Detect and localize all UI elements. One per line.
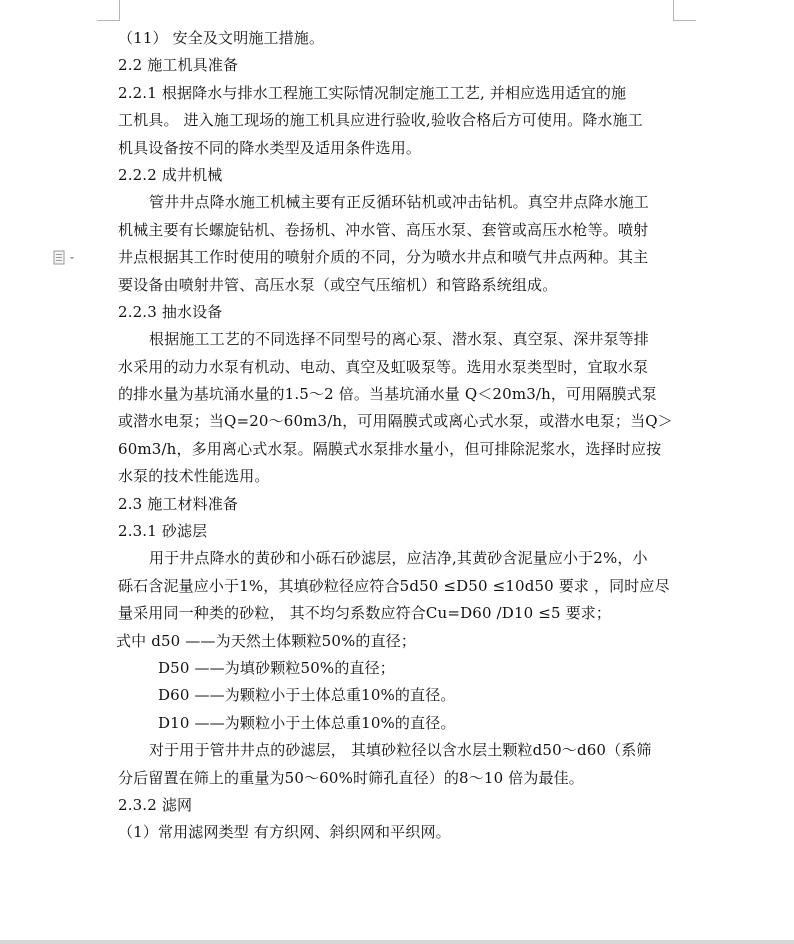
text-line: 式中 d50 ——为天然土体颗粒50%的直径； xyxy=(116,631,417,650)
text-line: 机具设备按不同的降水类型及适用条件选用。 xyxy=(118,138,422,157)
text-line: 2.3.1 砂滤层 xyxy=(118,522,208,541)
text-line: 2.3 施工材料准备 xyxy=(118,494,239,513)
text-line: 的排水量为基坑涌水量的1.5～2 倍。当基坑涌水量 Q＜20m3/h，可用隔膜式泵 xyxy=(118,385,657,404)
text-line: （11） 安全及文明施工措施。 xyxy=(118,29,325,47)
text-line: 机械主要有长螺旋钻机、卷扬机、冲水管、高压水泵、套管或高压水枪等。喷射 xyxy=(118,220,649,239)
text-line: 要设备由喷射井管、高压水泵（或空气压缩机）和管路系统组成。 xyxy=(118,275,558,294)
text-line: D60 ——为颗粒小于土体总重10%的直径。 xyxy=(158,686,456,705)
text-line: 量采用同一种类的砂粒， 其不均匀系数应符合Cu=D60 /D10 ≤5 要求； xyxy=(118,604,612,623)
text-line: 2.3.2 滤网 xyxy=(118,795,193,814)
text-line: 2.2.3 抽水设备 xyxy=(118,302,223,321)
paragraph-layout-icon[interactable] xyxy=(53,250,79,266)
text-line: 60m3/h，多用离心式水泵。隔膜式水泵排水量小，但可排除泥浆水，选择时应按 xyxy=(118,439,662,458)
text-line: 用于井点降水的黄砂和小砾石砂滤层，应洁净,其黄砂含泥量应小于2%，小 xyxy=(149,549,648,568)
text-line: 对于用于管井井点的砂滤层， 其填砂粒径以含水层土颗粒d50～d60（系筛 xyxy=(149,741,652,760)
page-corner-mark-top-right xyxy=(673,0,696,21)
page-corner-mark-top-left xyxy=(97,0,120,21)
document-body xyxy=(118,25,678,847)
text-line: 根据施工工艺的不同选择不同型号的离心泵、潜水泵、真空泵、深井泵等排 xyxy=(149,330,649,349)
text-line: 水采用的动力水泵有机动、电动、真空及虹吸泵等。选用水泵类型时，宜取水泵 xyxy=(118,357,649,376)
text-line: 管井井点降水施工机械主要有正反循环钻机或冲击钻机。真空井点降水施工 xyxy=(149,193,649,212)
text-line: 或潜水电泵；当Q=20～60m3/h，可用隔膜式或离心式水泵，或潜水电泵；当Q＞ xyxy=(118,412,673,431)
text-line: 砾石含泥量应小于1%，其填砂粒径应符合5d50 ≤D50 ≤10d50 要求 ，同时应尽 xyxy=(118,576,670,595)
text-line: （1）常用滤网类型 有方织网、斜织网和平织网。 xyxy=(118,823,451,842)
text-line: D50 ——为填砂颗粒50%的直径； xyxy=(158,658,395,677)
page-bottom-edge xyxy=(0,940,794,944)
text-line: 水泵的技术性能选用。 xyxy=(118,467,270,486)
text-line: D10 ——为颗粒小于土体总重10%的直径。 xyxy=(158,713,456,732)
text-line: 分后留置在筛上的重量为50～60%时筛孔直径）的8～10 倍为最佳。 xyxy=(118,768,584,787)
text-line: 井点根据其工作时使用的喷射介质的不同，分为喷水井点和喷气井点两种。其主 xyxy=(118,248,649,267)
text-line: 2.2.1 根据降水与排水工程施工实际情况制定施工工艺, 并相应选用适宜的施 xyxy=(118,83,627,102)
text-line: 2.2.2 成井机械 xyxy=(118,165,223,184)
text-line: 2.2 施工机具准备 xyxy=(118,56,239,75)
text-line: 工机具。 进入施工现场的施工机具应进行验收,验收合格后方可使用。降水施工 xyxy=(118,111,643,130)
